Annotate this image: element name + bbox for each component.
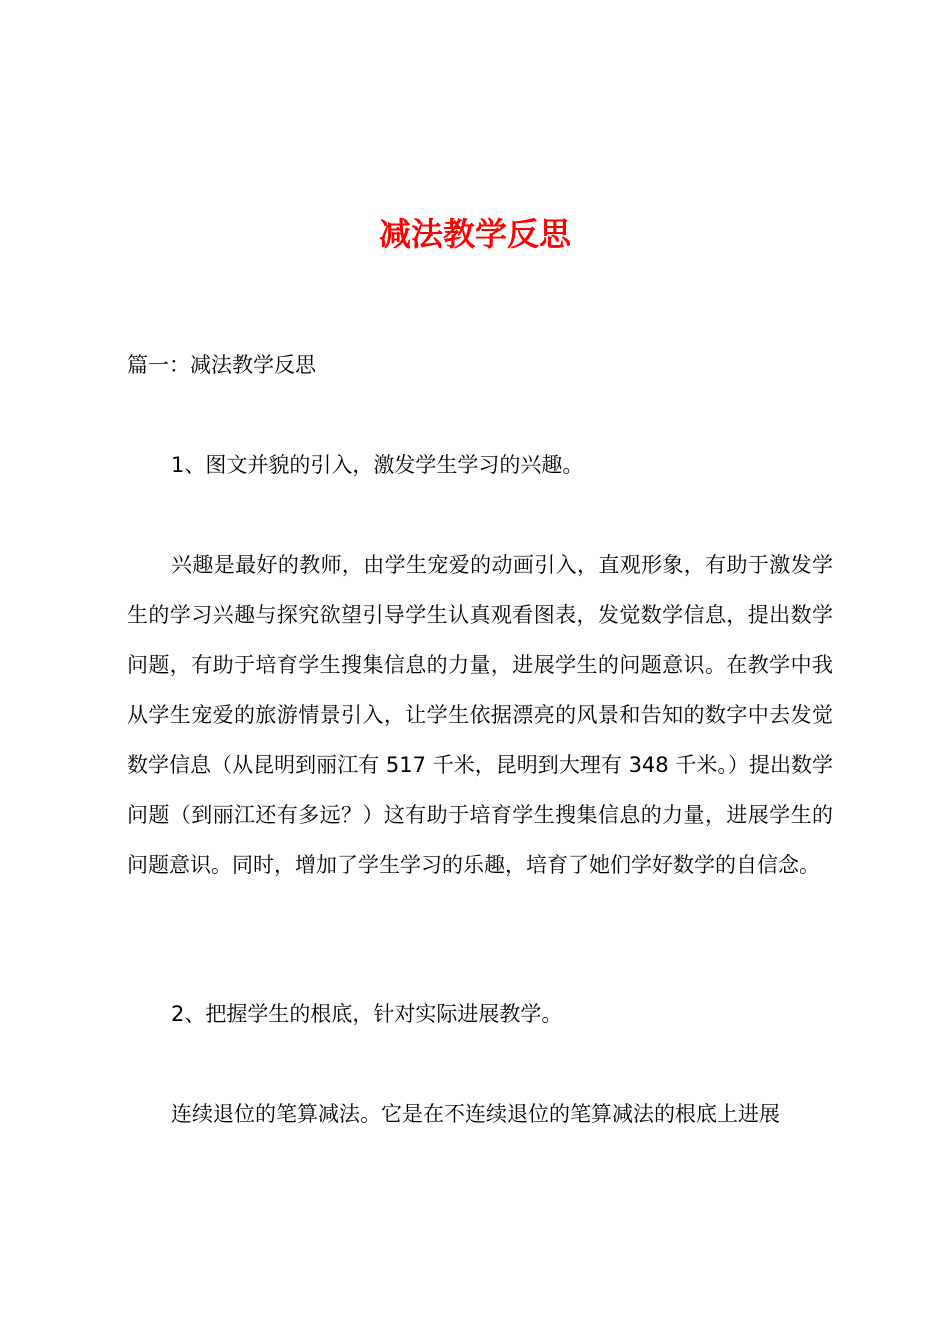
paragraph-2: 连续退位的笔算减法。它是在不连续退位的笔算减法的根底上进展 [171, 1102, 780, 1126]
paragraph-1: 兴趣是最好的教师，由学生宠爱的动画引入，直观形象，有助于激发学生的学习兴趣与探究欲望引导学生认真观看图表，发觉数学信息，提出数学问题，有助于培育学生搜集信息的力量，进展学生的问题意识。在教学中我从学生宠爱的旅游情景引入，让学生依据漂亮的风景和告知的数字中去发觉数学信息（从昆明到丽江有 517 千米，昆明到大理有 348 千米。）提出数学问题（到丽江还有多远？）这有助于培育学生搜集信息的力量，进展学生的问题意识。同时，增加了学生学习的乐趣，培育了她们学好数学的自信念。 [127, 553, 833, 877]
section-heading: 篇一：减法教学反思 [127, 353, 316, 377]
document-title: 减法教学反思 [378, 215, 571, 253]
list-item-2: 2、把握学生的根底，针对实际进展教学。 [171, 1002, 563, 1026]
list-item-1: 1、图文并貌的引入，激发学生学习的兴趣。 [171, 453, 584, 477]
